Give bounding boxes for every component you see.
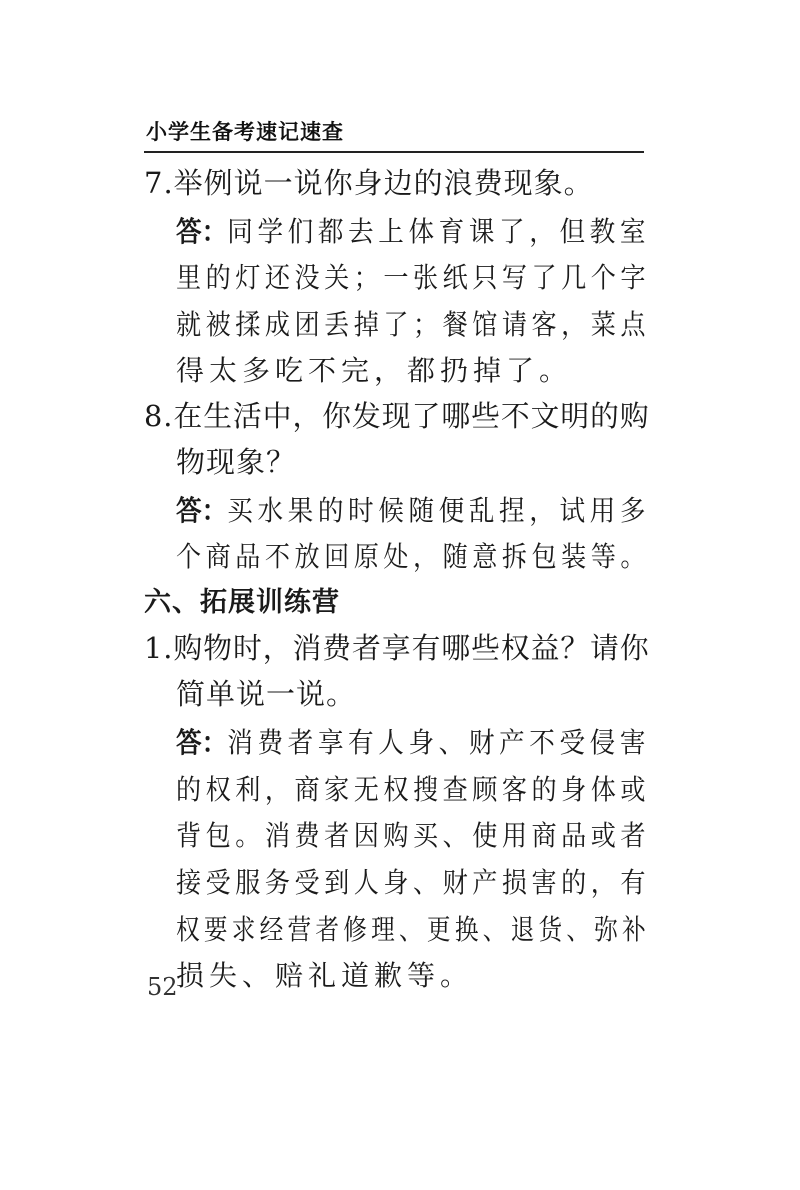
question-8-number: 8. [144, 399, 174, 433]
section-question-1-number: 1. [144, 631, 174, 665]
question-8-line-1 [144, 396, 650, 436]
answer-7-label: 答： [176, 215, 228, 248]
answer-7-line-2: 里的灯还没关；一张纸只写了几个字 [176, 261, 650, 294]
section-answer-1-line-3: 背包。消费者因购买、使用商品或者 [176, 819, 650, 852]
answer-7-line-3: 就被揉成团丢掉了；餐馆请客，菜点 [176, 308, 650, 341]
section-answer-1-label: 答： [176, 726, 228, 759]
answer-8-text-1: 买水果的时候随便乱捏，试用多 [227, 494, 651, 527]
section-question-1-text-1: 购物时，消费者享有哪些权益？请你 [173, 631, 650, 665]
answer-7-line-1 [176, 212, 650, 252]
answer-8-line-1 [176, 491, 650, 531]
question-8-line-2: 物现象？ [176, 445, 297, 479]
question-7-number: 7. [144, 166, 174, 200]
section-answer-1-line-1 [176, 723, 650, 763]
answer-8-line-2: 个商品不放回原处，随意拆包装等。 [176, 540, 650, 573]
section-heading: 六、拓展训练营 [144, 587, 340, 618]
answer-8-label: 答： [176, 494, 228, 527]
page-number: 52 [147, 973, 178, 1001]
section-question-1-line-2: 简单说一说。 [176, 677, 357, 711]
section-answer-1-line-6: 损失、赔礼道歉等。 [176, 959, 474, 992]
section-answer-1-line-5: 权要求经营者修理、更换、退货、弥补 [176, 913, 651, 946]
question-7-line-1 [144, 163, 594, 203]
question-7-text: 举例说一说你身边的浪费现象。 [173, 166, 594, 200]
running-head: 小学生备考速记速查 [146, 120, 344, 144]
header-rule [144, 151, 644, 153]
answer-7-text-1: 同学们都去上体育课了，但教室 [227, 215, 651, 248]
answer-7-line-4: 得太多吃不完，都扔掉了。 [176, 354, 573, 387]
question-8-text-1: 在生活中，你发现了哪些不文明的购 [173, 399, 650, 433]
section-answer-1-line-2: 的权利，商家无权搜查顾客的身体或 [176, 773, 650, 806]
section-question-1-line-1 [144, 628, 650, 668]
section-answer-1-text-1: 消费者享有人身、财产不受侵害 [227, 726, 651, 759]
section-answer-1-line-4: 接受服务受到人身、财产损害的，有 [176, 866, 650, 899]
